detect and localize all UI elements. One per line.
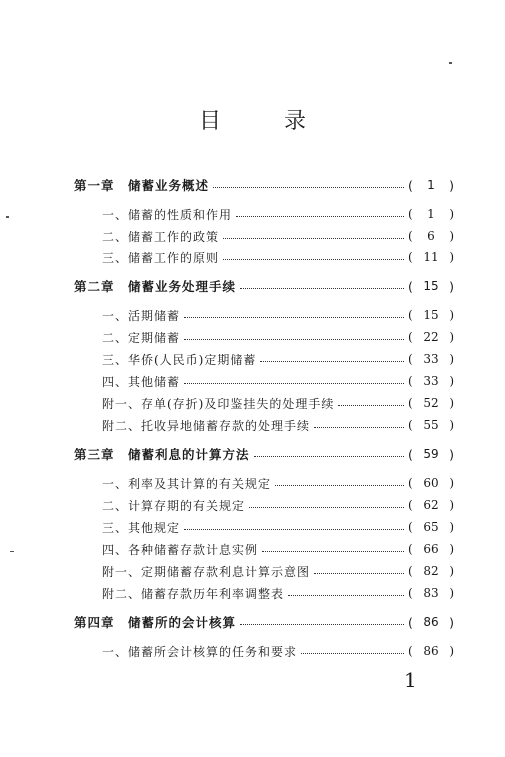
page-ref: 86 [423,614,439,629]
toc-entry-label: 一、利率及其计算的有关规定 [102,476,272,491]
open-paren: ( [408,250,413,264]
toc-entry-page [408,447,454,462]
toc-entry-label: 第四章 储蓄所的会计核算 [74,615,237,630]
toc-chapter-row [74,176,454,194]
dot-leader [301,652,404,654]
open-paren: ( [408,352,413,366]
page-ref: 55 [423,418,439,432]
toc-entry-label: 一、储蓄所会计核算的任务和要求 [102,644,298,659]
open-paren: ( [408,207,413,221]
open-paren: ( [408,177,413,193]
toc-section-row [102,496,454,514]
dot-leader [314,426,404,428]
close-paren: ) [449,396,454,410]
dot-leader [254,455,404,457]
toc-entry-label: 三、华侨(人民币)定期储蓄 [102,352,257,367]
toc-entry-label: 二、储蓄工作的政策 [102,229,220,244]
toc-entry-label: 第二章 储蓄业务处理手续 [74,279,237,294]
toc-entry-page [408,542,454,556]
page-ref: 62 [423,498,439,512]
close-paren: ) [449,177,454,193]
close-paren: ) [449,498,454,512]
open-paren: ( [408,396,413,410]
toc-section-row [102,562,454,580]
toc-entry-label: 二、定期储蓄 [102,330,181,345]
toc-section-row [102,416,454,434]
toc-entry-label: 附二、储蓄存款历年利率调整表 [102,586,285,601]
page-ref: 65 [423,520,439,534]
scan-speck [10,551,14,552]
toc-entry-label: 二、计算存期的有关规定 [102,498,246,513]
open-paren: ( [408,374,413,388]
toc-entry-page [408,178,454,193]
close-paren: ) [449,229,454,243]
page-ref: 6 [427,229,435,243]
toc-entry-page [408,330,454,344]
toc-entry-page [408,498,454,512]
dot-leader [223,258,404,260]
toc-section-row [102,248,454,266]
dot-leader [184,382,404,384]
close-paren: ) [449,614,454,630]
toc-section-row [102,474,454,492]
toc-entry-page [408,279,454,294]
page-ref: 33 [423,352,439,366]
toc-entry-label: 三、储蓄工作的原则 [102,250,220,265]
toc-entry-label: 第三章 储蓄利息的计算方法 [74,447,250,462]
open-paren: ( [408,614,413,630]
close-paren: ) [449,374,454,388]
open-paren: ( [408,586,413,600]
page-ref: 59 [423,446,439,461]
page-ref: 66 [423,542,439,556]
open-paren: ( [408,498,413,512]
open-paren: ( [408,476,413,490]
toc-section-row [102,584,454,602]
close-paren: ) [449,644,454,658]
toc-entry-label: 四、其他储蓄 [102,374,181,389]
scan-speck [449,62,452,64]
page-ref: 15 [423,308,439,322]
dot-leader [236,215,404,217]
open-paren: ( [408,278,413,294]
toc-entry-page [408,418,454,432]
page-ref: 86 [423,644,439,658]
toc-entry-label: 第一章 储蓄业务概述 [74,178,210,193]
page-ref: 60 [423,476,439,490]
close-paren: ) [449,308,454,322]
open-paren: ( [408,330,413,344]
toc-chapter-row [74,445,454,463]
close-paren: ) [449,476,454,490]
close-paren: ) [449,418,454,432]
close-paren: ) [449,352,454,366]
dot-leader [288,594,404,596]
toc-chapter-row [74,613,454,631]
close-paren: ) [449,520,454,534]
dot-leader [184,338,404,340]
toc-section-row [102,350,454,368]
toc-chapter-row [74,277,454,295]
toc-entry-label: 四、各种储蓄存款计息实例 [102,542,259,557]
toc-entry-page [408,352,454,366]
toc-entry-page [408,564,454,578]
toc-section-row [102,306,454,324]
page-ref: 15 [423,278,439,293]
open-paren: ( [408,446,413,462]
dot-leader [240,287,404,289]
toc-section-row [102,540,454,558]
page-ref: 82 [423,564,439,578]
toc-section-row [102,227,454,245]
toc-entry-page [408,644,454,658]
page-ref: 1 [427,207,435,221]
close-paren: ) [449,250,454,264]
toc-entry-label: 附一、存单(存折)及印鉴挂失的处理手续 [102,396,335,411]
dot-leader [275,484,404,486]
dot-leader [213,186,404,188]
open-paren: ( [408,644,413,658]
open-paren: ( [408,564,413,578]
toc-entry-page [408,520,454,534]
open-paren: ( [408,542,413,556]
toc-entry-label: 附二、托收异地储蓄存款的处理手续 [102,418,311,433]
toc-entry-page [408,229,454,243]
toc-entry-page [408,250,454,264]
toc-entry-page [408,476,454,490]
close-paren: ) [449,542,454,556]
dot-leader [262,550,404,552]
toc-section-row [102,328,454,346]
toc-entry-label: 三、其他规定 [102,520,181,535]
close-paren: ) [449,564,454,578]
toc-entry-page [408,207,454,221]
dot-leader [260,360,404,362]
dot-leader [223,237,404,239]
toc-entry-label: 附一、定期储蓄存款利息计算示意图 [102,564,311,579]
page-number: 1 [404,668,417,692]
page-ref: 83 [423,586,439,600]
page-ref: 11 [423,250,439,264]
toc-title: 目 录 [199,109,334,134]
toc-section-row [102,642,454,660]
close-paren: ) [449,446,454,462]
dot-leader [338,404,404,406]
toc-entry-label: 一、活期储蓄 [102,308,181,323]
toc-section-row [102,518,454,536]
toc-section-row [102,205,454,223]
dot-leader [184,316,404,318]
toc-section-row [102,394,454,412]
close-paren: ) [449,278,454,294]
toc-entry-page [408,374,454,388]
toc-entry-page [408,308,454,322]
close-paren: ) [449,330,454,344]
toc-entry-page [408,586,454,600]
open-paren: ( [408,418,413,432]
scan-speck [6,216,9,218]
page-ref: 1 [427,177,435,192]
dot-leader [314,572,404,574]
page-ref: 22 [423,330,439,344]
close-paren: ) [449,586,454,600]
close-paren: ) [449,207,454,221]
open-paren: ( [408,229,413,243]
dot-leader [249,506,404,508]
toc-entry-page [408,396,454,410]
dot-leader [240,623,404,625]
open-paren: ( [408,308,413,322]
open-paren: ( [408,520,413,534]
page-ref: 52 [423,396,439,410]
page-ref: 33 [423,374,439,388]
toc-entry-page [408,615,454,630]
dot-leader [184,528,404,530]
toc-section-row [102,372,454,390]
toc-entry-label: 一、储蓄的性质和作用 [102,207,233,222]
